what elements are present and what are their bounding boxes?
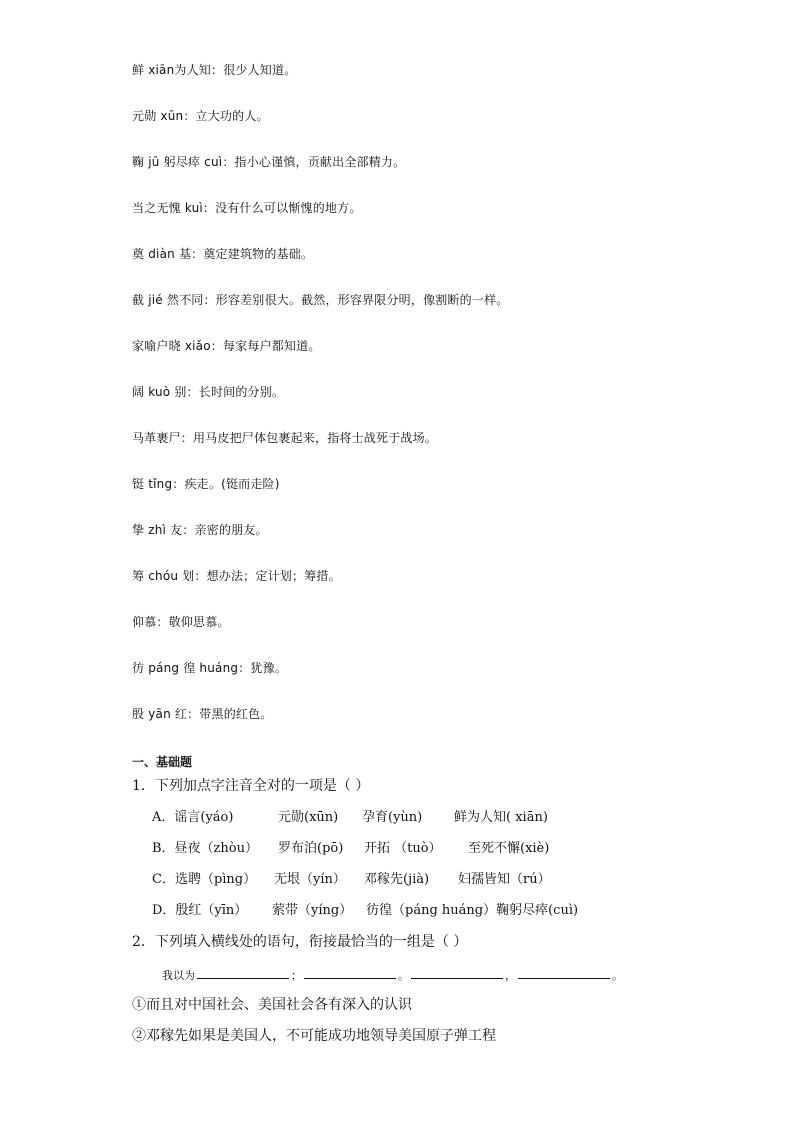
option-item: 无垠（yín） bbox=[274, 872, 346, 887]
blank-separator: 。 bbox=[398, 969, 409, 982]
section-title: 一、基础题 bbox=[132, 755, 193, 769]
glossary-entry: 彷 páng 徨 huáng：犹豫。 bbox=[132, 661, 288, 675]
candidate-sentence-2: ②邓稼先如果是美国人，不可能成功地领导美国原子弹工程 bbox=[132, 1028, 496, 1044]
option-item: 邓稼先(jià) bbox=[364, 872, 430, 887]
answer-blank[interactable] bbox=[197, 966, 289, 979]
glossary-entry: 殷 yān 红：带黑的红色。 bbox=[132, 707, 273, 721]
glossary-entry: 鞠 jū 躬尽瘁 cuì：指小心谨慎，贡献出全部精力。 bbox=[132, 155, 406, 169]
question-1-stem: 1．下列加点字注音全对的一项是（ ） bbox=[132, 778, 370, 794]
glossary-entry: 铤 tǐng：疾走。(铤而走险) bbox=[132, 477, 280, 491]
option-item: D．殷红（yīn） bbox=[152, 903, 248, 918]
option-item: A．谣言(yáo) bbox=[152, 810, 234, 825]
answer-blank[interactable] bbox=[411, 966, 503, 979]
glossary-entry: 家喻户晓 xiǎo：每家每户都知道。 bbox=[132, 339, 321, 353]
glossary-entry: 鲜 xiān为人知：很少人知道。 bbox=[132, 63, 297, 77]
option-item: 妇孺皆知（rú） bbox=[458, 872, 551, 887]
glossary-entry: 仰慕：敬仰思慕。 bbox=[132, 615, 230, 629]
option-item: 罗布泊(pō) bbox=[278, 841, 344, 856]
glossary-entry: 当之无愧 kuì：没有什么可以惭愧的地方。 bbox=[132, 201, 362, 215]
blank-separator: ； bbox=[291, 969, 302, 982]
blank-separator: 。 bbox=[612, 969, 623, 982]
glossary-entry: 筹 chóu 划：想办法；定计划；筹措。 bbox=[132, 569, 341, 583]
fill-prefix: 我以为 bbox=[162, 969, 195, 982]
option-item: 至死不懈(xiè) bbox=[468, 841, 550, 856]
option-item: 萦带（yíng） bbox=[272, 903, 353, 918]
option-item: C．选聘（pìng） bbox=[152, 872, 257, 887]
glossary-entry: 阔 kuò 别：长时间的分别。 bbox=[132, 385, 285, 399]
glossary-entry: 马革裹尸：用马皮把尸体包裹起来，指将士战死于战场。 bbox=[132, 431, 438, 445]
glossary-entry: 截 jié 然不同：形容差别很大。截然，形容界限分明，像割断的一样。 bbox=[132, 293, 509, 307]
option-item: 开拓 （tuò） bbox=[364, 841, 442, 856]
blank-separator: ， bbox=[505, 969, 516, 982]
answer-blank[interactable] bbox=[304, 966, 396, 979]
option-item: 元勋(xūn) bbox=[278, 810, 339, 825]
candidate-sentence-1: ①而且对中国社会、美国社会各有深入的认识 bbox=[132, 997, 412, 1013]
glossary-entry: 挚 zhì 友：亲密的朋友。 bbox=[132, 523, 268, 537]
question-2-stem: 2．下列填入横线处的语句，衔接最恰当的一组是（ ） bbox=[132, 934, 468, 950]
option-item: 鲜为人知( xiān) bbox=[454, 810, 548, 825]
option-item: B．昼夜（zhòu） bbox=[152, 841, 258, 856]
option-item: 彷徨（páng huáng）鞠躬尽瘁(cuì) bbox=[366, 903, 579, 918]
glossary-entry: 元勋 xūn：立大功的人。 bbox=[132, 109, 269, 123]
glossary-entry: 奠 diàn 基：奠定建筑物的基础。 bbox=[132, 247, 314, 261]
option-item: 孕育(yùn) bbox=[362, 810, 423, 825]
answer-blank[interactable] bbox=[518, 966, 610, 979]
fill-in-blanks-line bbox=[162, 966, 623, 985]
